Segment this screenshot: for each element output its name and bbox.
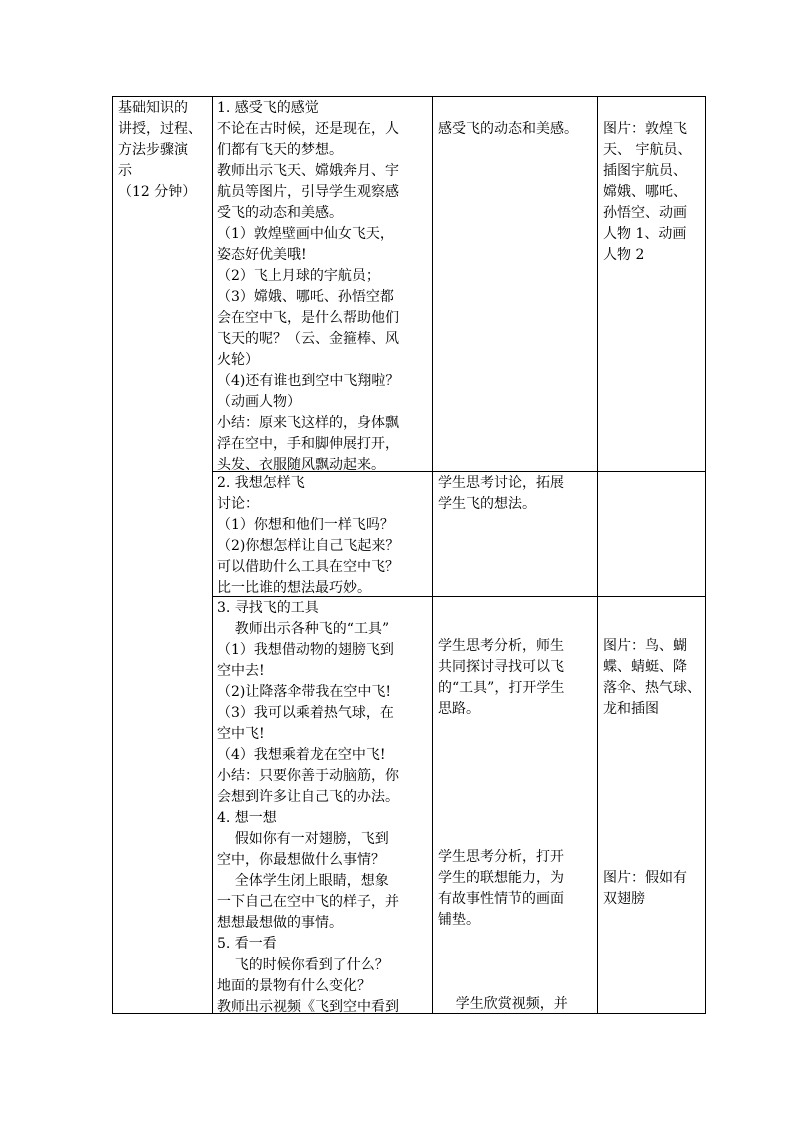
content-line: 火轮） [217,352,259,368]
section-label-line: 示 [118,163,132,179]
table-right-border [705,96,706,1014]
section-duration: （12 分钟） [118,184,197,200]
content-line: 不论在古时候，还是现在，人 [217,121,399,137]
media-resources-row3b [603,868,687,910]
activity-line: 思路。 [438,701,480,717]
content-line: 全体学生闭上眼睛，想象 [217,873,389,889]
content-heading: 1. 感受飞的感觉 [217,100,319,116]
resource-line: 人物 1、动画 [603,226,687,242]
student-activity-row3a [438,636,564,720]
content-line: 空中去! [217,663,265,679]
content-heading: 2. 我想怎样飞 [217,475,305,491]
content-line: （动画人物） [217,394,301,410]
resource-line: 人物 2 [603,247,645,263]
student-activity-row1 [438,119,578,140]
student-activity-row3b [438,847,564,931]
content-line: 地面的景物有什么变化？ [217,978,371,994]
activity-line: 的“工具”，打开学生 [438,680,565,696]
section-label-cell [118,98,202,203]
content-line: 会想到许多让自己飞的办法。 [217,789,399,805]
resource-line: 孙悟空、动画 [603,205,687,221]
content-line: 会在空中飞，是什么帮助他们 [217,310,399,326]
content-line: 小结：只要你善于动脑筋，你 [217,768,399,784]
section-label-line: 讲授，过程、 [118,121,202,137]
activity-line: 共同探讨寻找可以飞 [438,659,564,675]
resource-line: 双翅膀 [603,891,645,907]
content-heading: 3. 寻找飞的工具 [217,600,319,616]
activity-line: 感受飞的动态和美感。 [438,121,578,137]
content-line: （3）我可以乘着热气球，在 [217,705,394,721]
resource-line: 天、 宇航员、 [603,142,692,158]
content-line: （2)你想怎样让自己飞起来？ [217,538,400,554]
teaching-content-row3 [217,598,399,1018]
activity-line: 学生思考分析，打开 [438,849,564,865]
content-line: （3）嫦娥、哪吒、孙悟空都 [217,289,394,305]
content-line: （2）飞上月球的宇航员； [217,268,380,284]
content-line: 空中，你最想做什么事情？ [217,852,385,868]
media-resources-row1 [603,119,691,266]
content-line: 小结：原来飞这样的，身体飘 [217,415,399,431]
activity-line: 铺垫。 [438,912,480,928]
teaching-content-row2 [217,473,399,599]
content-line: 们都有飞天的梦想。 [217,142,343,158]
content-line: 假如你有一对翅膀，飞到 [217,831,389,847]
table-bottom-border [112,1013,706,1014]
content-line: 飞的时候你看到了什么？ [217,957,389,973]
content-line: 教师出示飞天、嫦娥奔月、宇 [217,163,399,179]
content-line: 讨论： [217,496,259,512]
activity-line: 学生思考讨论，拓展 [438,475,564,491]
resource-line: 图片：敦煌飞 [603,121,687,137]
activity-line: 学生思考分析，师生 [438,638,564,654]
content-line: 教师出示视频《飞到空中看到 [217,999,399,1015]
teaching-content-row1 [217,98,399,476]
content-line: 想想最想做的事情。 [217,915,343,931]
section-label-line: 基础知识的 [118,100,188,116]
content-line: 头发、衣服随风飘动起来。 [217,457,385,473]
content-line: 一下自己在空中飞的样子，并 [217,894,399,910]
content-line: （1）我想借动物的翅膀飞到 [217,642,394,658]
content-line: 教师出示各种飞的“工具” [217,621,390,637]
column-divider-2 [432,96,433,1014]
student-activity-row2 [438,473,564,515]
content-line: （4)还有谁也到空中飞翔啦？ [217,373,400,389]
content-line: 比一比谁的想法最巧妙。 [217,580,371,596]
content-line: （4）我想乘着龙在空中飞! [217,747,386,763]
content-line: 航员等图片，引导学生观察感 [217,184,399,200]
content-line: 可以借助什么工具在空中飞？ [217,559,399,575]
content-heading: 5. 看一看 [217,936,277,952]
section-label-line: 方法步骤演 [118,142,188,158]
student-activity-row3c [438,994,568,1015]
content-line: 飞天的呢？（云、金箍棒、风 [217,331,399,347]
content-line: （1）敦煌壁画中仙女飞天， [217,226,394,242]
content-line: 浮在空中，手和脚伸展打开， [217,436,399,452]
resource-line: 图片：鸟、蝴 [603,638,687,654]
content-line: 空中飞! [217,726,265,742]
resource-line: 嫦娥、哪吒、 [603,184,687,200]
resource-line: 图片：假如有 [603,870,687,886]
column-divider-3 [597,96,598,1014]
activity-line: 学生的联想能力，为 [438,870,564,886]
activity-line: 有故事性情节的画面 [438,891,564,907]
content-line: 受飞的动态和美感。 [217,205,343,221]
activity-line: 学生飞的想法。 [438,496,536,512]
content-line: （1）你想和他们一样飞吗？ [217,517,394,533]
table-top-border [112,96,706,97]
column-divider-1 [212,96,213,1014]
resource-line: 龙和插图 [603,701,659,717]
resource-line: 蝶、蜻蜓、降 [603,659,687,675]
content-heading: 4. 想一想 [217,810,277,826]
table-left-border [112,96,113,1014]
content-line: 姿态好优美哦! [217,247,307,263]
activity-line: 学生欣赏视频，并 [438,996,568,1012]
resource-line: 落伞、热气球、 [603,680,701,696]
media-resources-row3a [603,636,701,720]
resource-line: 插图宇航员、 [603,163,687,179]
content-line: （2)让降落伞带我在空中飞! [217,684,391,700]
